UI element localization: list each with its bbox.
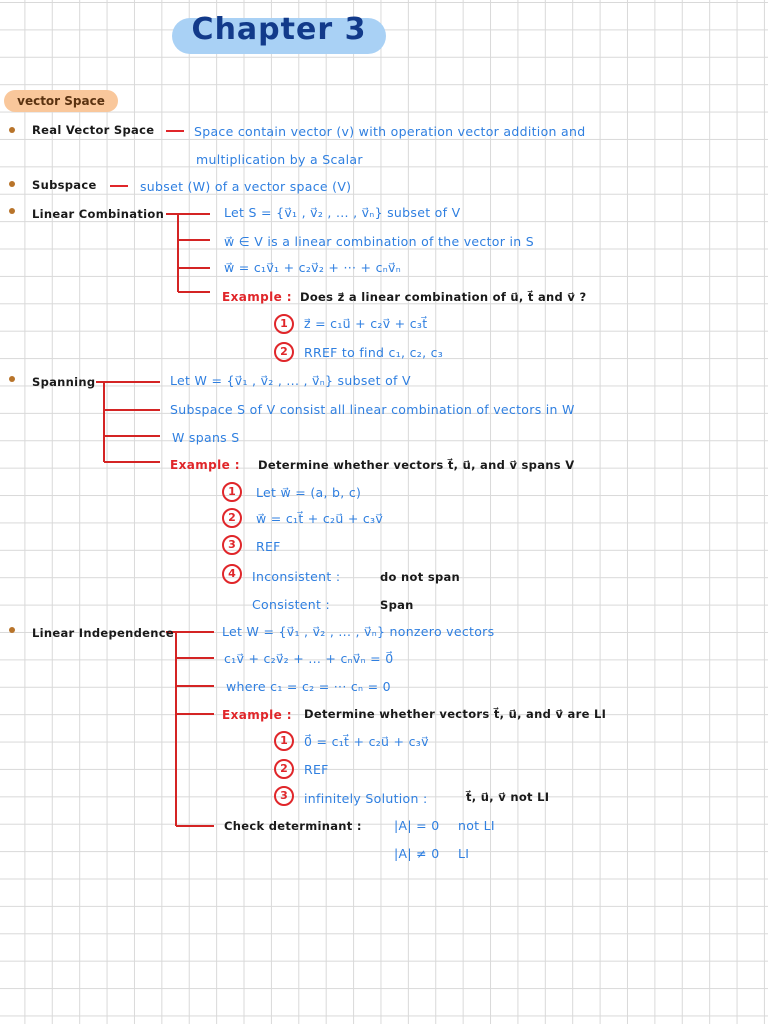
step-number: 2 — [274, 342, 294, 362]
det-zero-result: not LI — [458, 818, 495, 833]
real-vector-space-definition-cont: multiplication by a Scalar — [196, 152, 363, 167]
step-number: 1 — [274, 731, 294, 751]
consistent-text: Consistent : — [252, 597, 330, 612]
example-label: Example : — [222, 290, 292, 304]
page-title: Chapter 3 — [191, 12, 367, 47]
linear-independence-item: where c₁ = c₂ = ··· cₙ = 0 — [226, 679, 391, 694]
step-result: t⃗, u⃗, v⃗ not LI — [466, 790, 550, 804]
step-text: w⃗ = c₁t⃗ + c₂u⃗ + c₃v⃗ — [256, 511, 384, 526]
step-text: REF — [256, 539, 281, 554]
step-number: 3 — [222, 535, 242, 555]
subspace-definition: subset (W) of a vector space (V) — [140, 179, 352, 194]
consistent-result: Span — [380, 598, 414, 612]
spanning-label: Spanning — [32, 375, 96, 389]
step-text: Inconsistent : — [252, 569, 341, 584]
example-text: Determine whether vectors t⃗, u⃗, and v⃗ are LI — [304, 707, 607, 721]
linear-combination-label: Linear Combination — [32, 207, 165, 221]
step-number: 1 — [222, 482, 242, 502]
step-number: 4 — [222, 564, 242, 584]
step-text: infinitely Solution : — [304, 791, 428, 806]
linear-independence-label: Linear Independence — [32, 626, 174, 640]
example-text: Does z⃗ a linear combination of u⃗, t⃗ and v⃗ ? — [300, 290, 587, 304]
linear-combination-item: Let S = {v⃗₁ , v⃗₂ , ... , v⃗ₙ} subset of V — [224, 205, 461, 220]
bullet-dot — [9, 376, 15, 382]
real-vector-space-label: Real Vector Space — [32, 123, 155, 137]
spanning-item: Let W = {v⃗₁ , v⃗₂ , ... , v⃗ₙ} subset of V — [170, 373, 411, 388]
linear-combination-item: w⃗ = c₁v⃗₁ + c₂v⃗₂ + ··· + cₙv⃗ₙ — [224, 260, 402, 275]
example-label: Example : — [222, 708, 292, 722]
step-text: REF — [304, 762, 329, 777]
det-nonzero: |A| ≠ 0 — [394, 846, 440, 861]
subspace-label: Subspace — [32, 178, 97, 192]
step-text: z⃗ = c₁u⃗ + c₂v⃗ + c₃t⃗ — [304, 316, 428, 331]
det-zero: |A| = 0 — [394, 818, 440, 833]
step-text: RREF to find c₁, c₂, c₃ — [304, 345, 444, 360]
real-vector-space-definition: Space contain vector (v) with operation vector addition and — [194, 124, 586, 139]
step-number: 3 — [274, 786, 294, 806]
step-text: Let w⃗ = (a, b, c) — [256, 485, 362, 500]
linear-independence-item: c₁v⃗ + c₂v⃗₂ + ... + cₙv⃗ₙ = 0⃗ — [224, 651, 394, 666]
spanning-item: Subspace S of V consist all linear combination of vectors in W — [170, 402, 575, 417]
example-label: Example : — [170, 458, 240, 472]
step-text: 0⃗ = c₁t⃗ + c₂u⃗ + c₃v⃗ — [304, 734, 429, 749]
check-determinant-label: Check determinant : — [224, 819, 362, 833]
linear-independence-item: Let W = {v⃗₁ , v⃗₂ , ... , v⃗ₙ} nonzero vectors — [222, 624, 495, 639]
det-nonzero-result: LI — [458, 846, 470, 861]
section-tag: vector Space — [4, 90, 118, 112]
step-result: do not span — [380, 570, 461, 584]
step-number: 1 — [274, 314, 294, 334]
bullet-dot — [9, 127, 15, 133]
step-number: 2 — [274, 759, 294, 779]
bullet-dot — [9, 181, 15, 187]
step-number: 2 — [222, 508, 242, 528]
bullet-dot — [9, 208, 15, 214]
example-text: Determine whether vectors t⃗, u⃗, and v⃗ spans V — [258, 458, 575, 472]
bullet-dot — [9, 627, 15, 633]
spanning-item: W spans S — [172, 430, 240, 445]
linear-combination-item: w⃗ ∈ V is a linear combination of the vector in S — [224, 234, 534, 249]
